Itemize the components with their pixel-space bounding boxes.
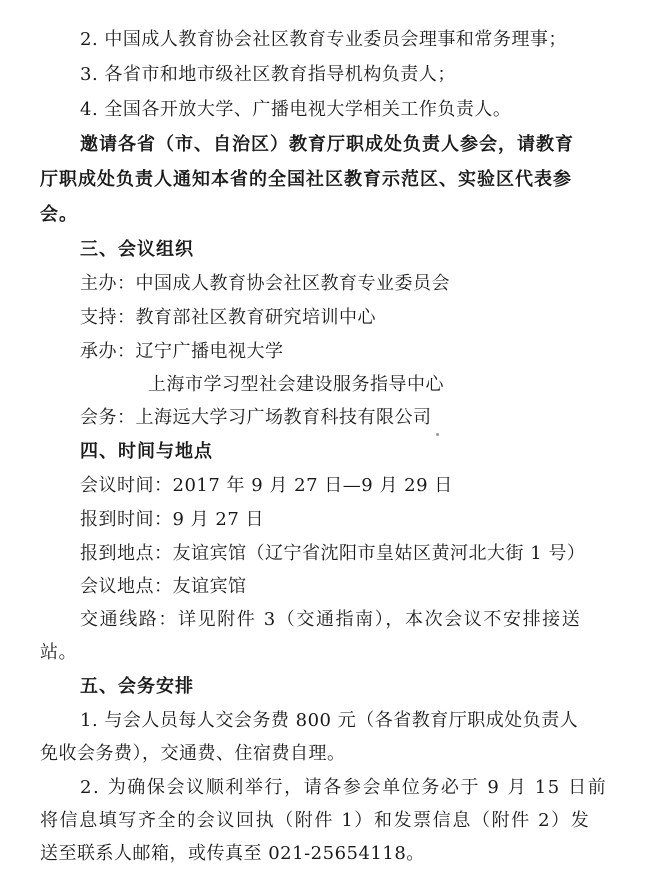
- invitation-line-2: 厅职成处负责人通知本省的全国社区教育示范区、实验区代表参: [40, 169, 572, 190]
- submission-line-3: 送至联系人邮箱，或传真至 021-25654118。: [40, 843, 425, 864]
- scan-speck: [436, 433, 439, 436]
- invitation-line-3: 会。: [40, 204, 78, 225]
- participant-item-2: 2. 中国成人教育协会社区教育专业委员会理事和常务理事；: [80, 29, 567, 50]
- fee-line-2: 免收会务费），交通费、住宿费自理。: [40, 743, 346, 764]
- registration-time: 报到时间：9 月 27 日: [80, 509, 265, 530]
- fee-line-1: 1. 与会人员每人交会务费 800 元（各省教育厅职成处负责人: [80, 710, 579, 731]
- participant-item-4: 4. 全国各开放大学、广播电视大学相关工作负责人。: [80, 99, 512, 120]
- section-heading-time-place: 四、时间与地点: [80, 441, 213, 462]
- submission-line-1: 2. 为确保会议顺利举行，请各参会单位务必于 9 月 15 日前: [80, 777, 608, 798]
- organizer-host: 主办：中国成人教育协会社区教育专业委员会: [80, 273, 450, 294]
- transport-line-2: 站。: [40, 642, 77, 663]
- organizer-support: 支持：教育部社区教育研究培训中心: [80, 307, 376, 328]
- section-heading-affairs: 五、会务安排: [80, 676, 194, 697]
- organizer-affairs: 会务：上海远大学习广场教育科技有限公司: [80, 407, 432, 428]
- organizer-undertaker-2: 上海市学习型社会建设服务指导中心: [148, 374, 444, 395]
- participant-item-3: 3. 各省市和地市级社区教育指导机构负责人；: [80, 64, 456, 85]
- organizer-undertaker: 承办：辽宁广播电视大学: [80, 341, 284, 362]
- registration-place: 报到地点：友谊宾馆（辽宁省沈阳市皇姑区黄河北大街 1 号）: [80, 543, 586, 564]
- submission-line-2: 将信息填写齐全的会议回执（附件 1）和发票信息（附件 2）发: [40, 810, 591, 831]
- section-heading-organization: 三、会议组织: [80, 239, 194, 260]
- meeting-time: 会议时间：2017 年 9 月 27 日—9 月 29 日: [80, 475, 453, 496]
- meeting-place: 会议地点：友谊宾馆: [80, 576, 247, 597]
- transport-line-1: 交通线路：详见附件 3（交通指南），本次会议不安排接送: [80, 609, 582, 630]
- invitation-line-1: 邀请各省（市、自治区）教育厅职成处负责人参会，请教育: [80, 134, 574, 155]
